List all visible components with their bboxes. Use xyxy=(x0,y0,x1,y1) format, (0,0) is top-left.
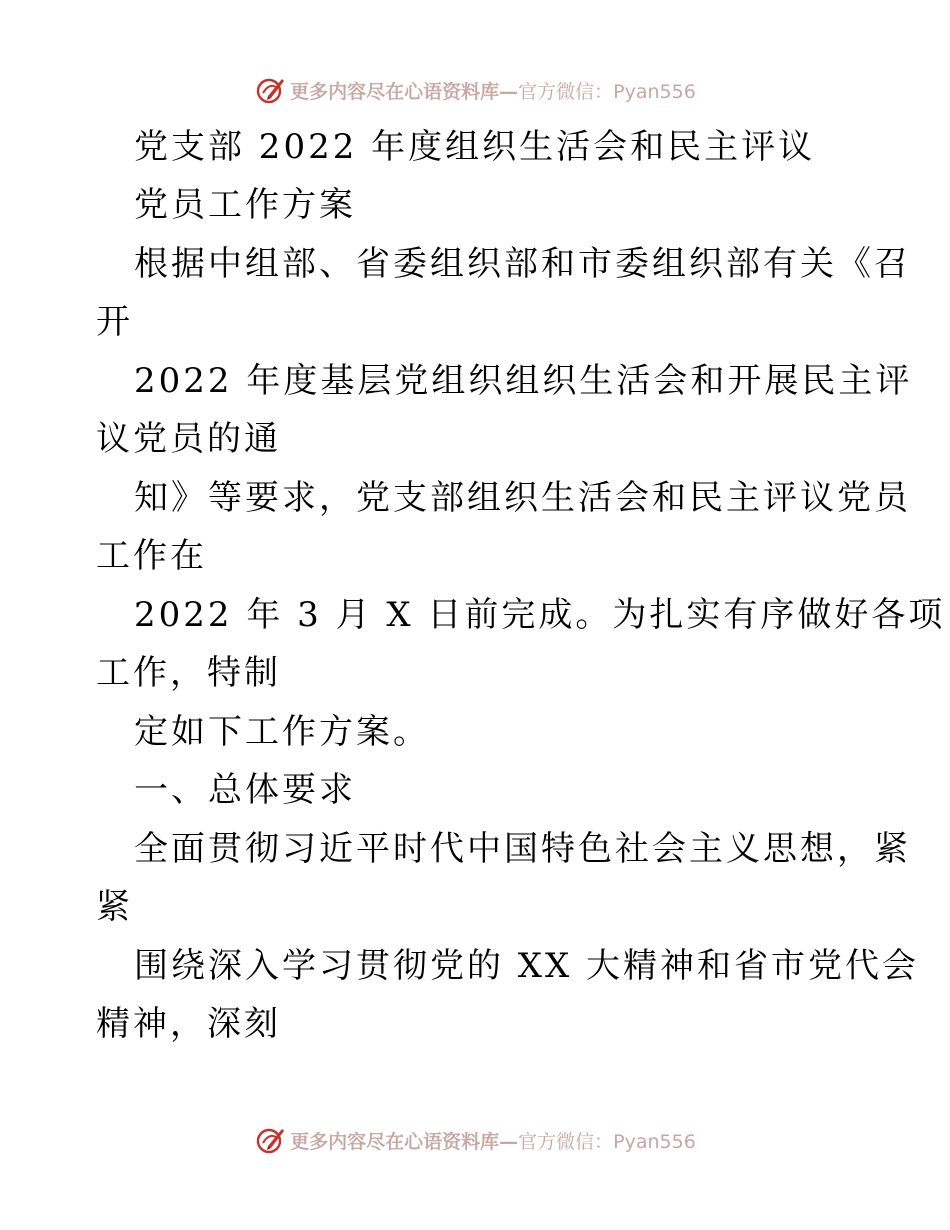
banner-title: 更多内容尽在心语资料库— xyxy=(290,80,519,103)
paragraph-line: 定如下工作方案。 xyxy=(134,712,430,752)
pen-logo-icon xyxy=(254,1124,286,1156)
paragraph-line: 知》等要求，党支部组织生活会和民主评议党员 xyxy=(134,478,911,518)
paragraph-line: 工作，特制 xyxy=(96,653,281,693)
paragraph-line: 开 xyxy=(96,302,133,342)
paragraph-line: 根据中组部、省委组织部和市委组织部有关《召 xyxy=(134,244,911,284)
paragraph-line: 2022 年 3 月 X 日前完成。为扎实有序做好各项 xyxy=(134,595,946,635)
paragraph-line: 2022 年度基层党组织组织生活会和开展民主评 xyxy=(134,361,913,401)
section-heading: 一、总体要求 xyxy=(134,770,356,810)
paragraph-line: 紧 xyxy=(96,887,133,927)
paragraph-line: 工作在 xyxy=(96,536,207,576)
doc-title-line-2: 党员工作方案 xyxy=(134,185,356,225)
banner-title: 更多内容尽在心语资料库— xyxy=(290,1130,519,1153)
banner-wechat: 官方微信：Pyan556 xyxy=(518,1130,696,1153)
paragraph-line: 围绕深入学习贯彻党的 XX 大精神和省市党代会 xyxy=(134,946,920,986)
footer-watermark-banner xyxy=(0,1120,950,1160)
pen-logo-icon xyxy=(254,74,286,106)
paragraph-line: 全面贯彻习近平时代中国特色社会主义思想，紧 xyxy=(134,829,911,869)
header-watermark-banner xyxy=(0,70,950,110)
doc-title-line-1: 党支部 2022 年度组织生活会和民主评议 xyxy=(134,127,816,167)
paragraph-line: 精神，深刻 xyxy=(96,1004,281,1044)
banner-wechat: 官方微信：Pyan556 xyxy=(518,80,696,103)
paragraph-line: 议党员的通 xyxy=(96,419,281,459)
